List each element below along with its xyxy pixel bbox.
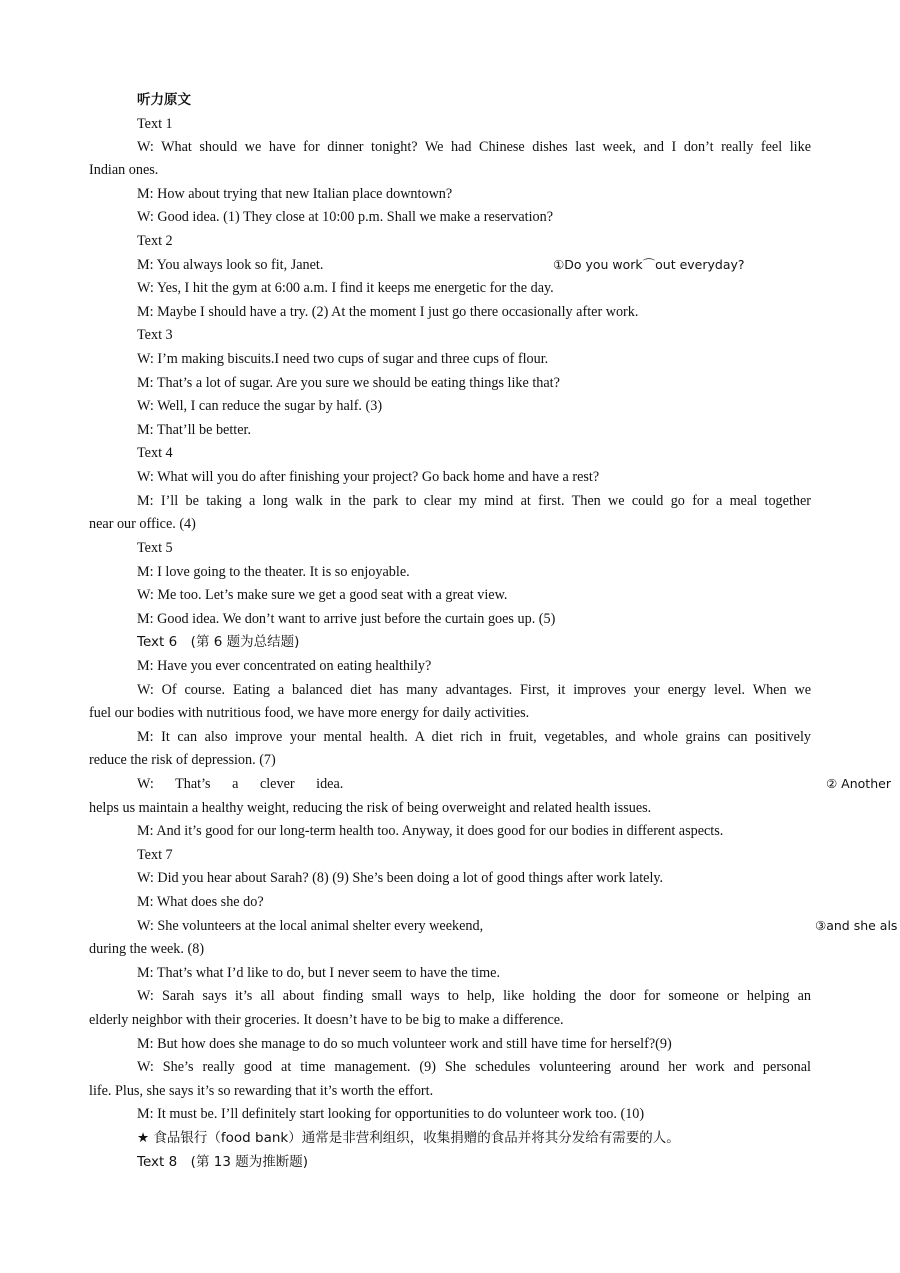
dialogue-line: M: And it’s good for our long-term health too. Anyway, it does good for our bodies in different aspects. <box>137 823 724 839</box>
dialogue-line: M: I’ll be taking a long walk in the park to clear my mind at first. Then we could go for a meal together <box>137 493 811 509</box>
section-label-text-2: Text 2 <box>137 233 173 249</box>
dialogue-line: M: Have you ever concentrated on eating healthily? <box>137 658 432 674</box>
dialogue-line: M: Good idea. We don’t want to arrive just before the curtain goes up. (5) <box>137 611 556 627</box>
dialogue-line-continuation: reduce the risk of depression. (7) <box>89 752 276 768</box>
dialogue-line-continuation: fuel our bodies with nutritious food, we have more energy for daily activities. <box>89 705 530 721</box>
dialogue-line: W: Good idea. (1) They close at 10:00 p.m. Shall we make a reservation? <box>137 209 554 225</box>
document-heading: 听力原文 <box>137 92 191 108</box>
dialogue-line: W: Did you hear about Sarah? (8) (9) She’s been doing a lot of good things after work lately. <box>137 870 664 886</box>
section-label-text-7: Text 7 <box>137 847 173 863</box>
dialogue-line: W: Of course. Eating a balanced diet has many advantages. First, it improves your energy level. When we <box>137 682 811 698</box>
dialogue-line-continuation: Indian ones. <box>89 162 159 178</box>
dialogue-line: W: She’s really good at time management. (9) She schedules volunteering around her work and personal <box>137 1059 811 1075</box>
section-label-text-4: Text 4 <box>137 445 173 461</box>
dialogue-line: W: She volunteers at the local animal shelter every weekend, <box>137 918 484 934</box>
dialogue-line: W: I’m making biscuits.I need two cups of sugar and three cups of flour. <box>137 351 549 367</box>
dialogue-line: M: How about trying that new Italian place downtown? <box>137 186 453 202</box>
dialogue-line: M: It can also improve your mental health. A diet rich in fruit, vegetables, and whole grains can positively <box>137 729 811 745</box>
dialogue-line: M: That’s what I’d like to do, but I never seem to have the time. <box>137 965 501 981</box>
annotation-note-1: ①Do you work⌒out everyday? <box>553 257 745 272</box>
dialogue-line: M: You always look so fit, Janet. <box>137 257 324 273</box>
dialogue-line: W: Well, I can reduce the sugar by half. (3) <box>137 398 383 414</box>
dialogue-line-continuation: elderly neighbor with their groceries. It doesn’t have to be big to make a difference. <box>89 1012 564 1028</box>
section-label-text-6: Text 6 (第 6 题为总结题) <box>137 634 300 650</box>
section-label-text-1: Text 1 <box>137 116 173 132</box>
dialogue-line: M: Maybe I should have a try. (2) At the moment I just go there occasionally after work. <box>137 304 639 320</box>
dialogue-line-continuation: near our office. (4) <box>89 516 196 532</box>
dialogue-line: M: That’s a lot of sugar. Are you sure we should be eating things like that? <box>137 375 560 391</box>
section-label-text-3: Text 3 <box>137 327 173 343</box>
dialogue-line: W: Yes, I hit the gym at 6:00 a.m. I find it keeps me energetic for the day. <box>137 280 554 296</box>
dialogue-line: W: What should we have for dinner tonight? We had Chinese dishes last week, and I don’t really feel like <box>137 139 811 155</box>
dialogue-line: W: That’s a clever idea. <box>137 776 344 792</box>
food-bank-note: ★ 食品银行（food bank）通常是非营利组织，收集捐赠的食品并将其分发给有需要的人。 <box>137 1130 680 1146</box>
section-label-text-5: Text 5 <box>137 540 173 556</box>
dialogue-line: M: What does she do? <box>137 894 264 910</box>
annotation-note-2: ② Another <box>826 776 891 791</box>
section-label-text-8: Text 8 (第 13 题为推断题) <box>137 1154 308 1170</box>
dialogue-line: W: Me too. Let’s make sure we get a good seat with a great view. <box>137 587 508 603</box>
dialogue-line-continuation: helps us maintain a healthy weight, reducing the risk of being overweight and related health issues. <box>89 800 652 816</box>
dialogue-line: W: Sarah says it’s all about finding small ways to help, like holding the door for someone or helping an <box>137 988 811 1004</box>
dialogue-line: W: What will you do after finishing your project? Go back home and have a rest? <box>137 469 600 485</box>
dialogue-line: M: But how does she manage to do so much volunteer work and still have time for herself?(9) <box>137 1036 672 1052</box>
dialogue-line: M: It must be. I’ll definitely start looking for opportunities to do volunteer work too. (10) <box>137 1106 645 1122</box>
dialogue-line-continuation: during the week. (8) <box>89 941 205 957</box>
dialogue-line: M: That’ll be better. <box>137 422 251 438</box>
dialogue-line: M: I love going to the theater. It is so enjoyable. <box>137 564 410 580</box>
annotation-note-3: ③and she als <box>815 918 898 933</box>
dialogue-line-continuation: life. Plus, she says it’s so rewarding that it’s worth the effort. <box>89 1083 434 1099</box>
